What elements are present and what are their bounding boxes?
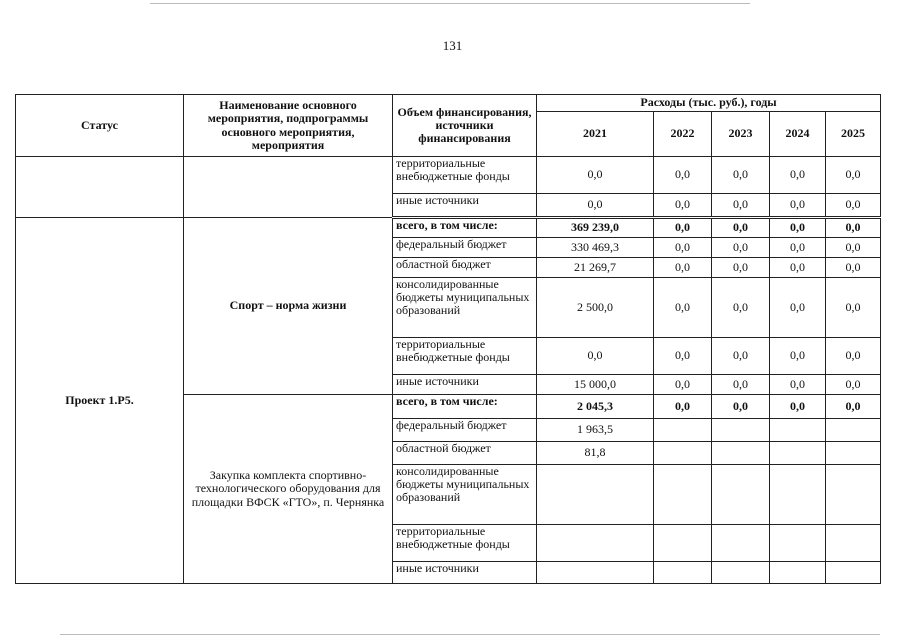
value-cell: 0,0 xyxy=(654,278,712,338)
source-cell: федеральный бюджет xyxy=(393,238,537,258)
value-cell xyxy=(770,525,826,562)
source-cell: иные источники xyxy=(393,375,537,395)
value-cell: 0,0 xyxy=(770,194,826,218)
value-cell xyxy=(654,442,712,465)
value-cell: 0,0 xyxy=(770,218,826,238)
value-cell xyxy=(826,465,881,525)
header-year: 2021 xyxy=(537,112,654,157)
value-cell: 0,0 xyxy=(654,157,712,194)
value-cell: 0,0 xyxy=(712,194,770,218)
source-cell: федеральный бюджет xyxy=(393,419,537,442)
value-cell: 0,0 xyxy=(826,238,881,258)
value-cell xyxy=(712,419,770,442)
value-cell: 0,0 xyxy=(654,338,712,375)
table-row xyxy=(16,157,881,194)
event-name-cell: Спорт – норма жизни xyxy=(184,218,393,395)
value-cell: 0,0 xyxy=(770,375,826,395)
value-cell xyxy=(537,465,654,525)
value-cell: 0,0 xyxy=(826,395,881,419)
value-cell: 0,0 xyxy=(537,338,654,375)
value-cell: 21 269,7 xyxy=(537,258,654,278)
value-cell: 0,0 xyxy=(712,375,770,395)
source-cell: иные источники xyxy=(393,562,537,584)
value-cell: 0,0 xyxy=(654,194,712,218)
value-cell: 0,0 xyxy=(712,395,770,419)
value-cell: 0,0 xyxy=(654,375,712,395)
header-year: 2022 xyxy=(654,112,712,157)
value-cell: 0,0 xyxy=(826,375,881,395)
value-cell: 0,0 xyxy=(537,157,654,194)
value-cell xyxy=(826,442,881,465)
source-cell: областной бюджет xyxy=(393,442,537,465)
value-cell xyxy=(826,419,881,442)
source-cell: иные источники xyxy=(393,194,537,218)
value-cell: 0,0 xyxy=(826,258,881,278)
table-row xyxy=(16,218,881,238)
scan-artifact-top xyxy=(150,3,750,4)
value-cell: 0,0 xyxy=(712,258,770,278)
header-expenses: Расходы (тыс. руб.), годы xyxy=(537,95,881,112)
value-cell: 330 469,3 xyxy=(537,238,654,258)
value-cell xyxy=(826,525,881,562)
source-cell: территориальные внебюджетные фонды xyxy=(393,525,537,562)
header-row-1 xyxy=(16,95,881,112)
value-cell xyxy=(712,442,770,465)
value-cell: 0,0 xyxy=(770,157,826,194)
value-cell xyxy=(537,562,654,584)
value-cell: 1 963,5 xyxy=(537,419,654,442)
source-cell: консолидированные бюджеты муниципальных образований xyxy=(393,465,537,525)
status-cell: Проект 1.Р5. xyxy=(16,218,184,584)
value-cell: 0,0 xyxy=(712,338,770,375)
status-cell-empty xyxy=(16,157,184,218)
value-cell xyxy=(770,442,826,465)
source-cell: всего, в том числе: xyxy=(393,218,537,238)
value-cell: 2 045,3 xyxy=(537,395,654,419)
value-cell: 0,0 xyxy=(537,194,654,218)
value-cell: 0,0 xyxy=(654,238,712,258)
value-cell xyxy=(654,525,712,562)
header-year: 2024 xyxy=(770,112,826,157)
value-cell xyxy=(654,465,712,525)
header-year: 2023 xyxy=(712,112,770,157)
value-cell xyxy=(654,562,712,584)
value-cell xyxy=(826,562,881,584)
value-cell: 0,0 xyxy=(770,338,826,375)
header-volume: Объем финансирования, источники финансирования xyxy=(393,95,537,157)
value-cell: 0,0 xyxy=(712,238,770,258)
source-cell: территориальные внебюджетные фонды xyxy=(393,338,537,375)
value-cell: 0,0 xyxy=(826,194,881,218)
value-cell: 0,0 xyxy=(826,278,881,338)
value-cell xyxy=(712,525,770,562)
source-cell: областной бюджет xyxy=(393,258,537,278)
value-cell: 0,0 xyxy=(712,218,770,238)
header-name: Наименование основного мероприятия, подпрограммы основного мероприятия, мероприятия xyxy=(184,95,393,157)
source-cell: территориальные внебюджетные фонды xyxy=(393,157,537,194)
value-cell: 0,0 xyxy=(770,238,826,258)
source-cell: всего, в том числе: xyxy=(393,395,537,419)
value-cell: 369 239,0 xyxy=(537,218,654,238)
value-cell: 0,0 xyxy=(654,258,712,278)
value-cell: 0,0 xyxy=(826,218,881,238)
value-cell xyxy=(712,465,770,525)
value-cell: 0,0 xyxy=(770,395,826,419)
value-cell: 81,8 xyxy=(537,442,654,465)
value-cell: 0,0 xyxy=(770,278,826,338)
value-cell: 0,0 xyxy=(712,278,770,338)
value-cell xyxy=(712,562,770,584)
value-cell: 0,0 xyxy=(654,218,712,238)
value-cell: 0,0 xyxy=(654,395,712,419)
value-cell xyxy=(654,419,712,442)
value-cell: 0,0 xyxy=(826,338,881,375)
value-cell xyxy=(770,419,826,442)
value-cell: 0,0 xyxy=(826,157,881,194)
value-cell xyxy=(770,562,826,584)
budget-table xyxy=(15,94,881,584)
value-cell xyxy=(770,465,826,525)
source-cell: консолидированные бюджеты муниципальных образований xyxy=(393,278,537,338)
value-cell: 2 500,0 xyxy=(537,278,654,338)
name-cell-empty xyxy=(184,157,393,218)
page-number: 131 xyxy=(442,38,463,53)
value-cell: 0,0 xyxy=(712,157,770,194)
value-cell: 15 000,0 xyxy=(537,375,654,395)
value-cell xyxy=(537,525,654,562)
value-cell: 0,0 xyxy=(770,258,826,278)
header-year: 2025 xyxy=(826,112,881,157)
header-status: Статус xyxy=(16,95,184,157)
scan-artifact-bottom xyxy=(60,634,880,635)
event-name-cell: Закупка комплекта спортивно-технологического оборудования для площадки ВФСК «ГТО», п. Чернянка xyxy=(184,395,393,584)
